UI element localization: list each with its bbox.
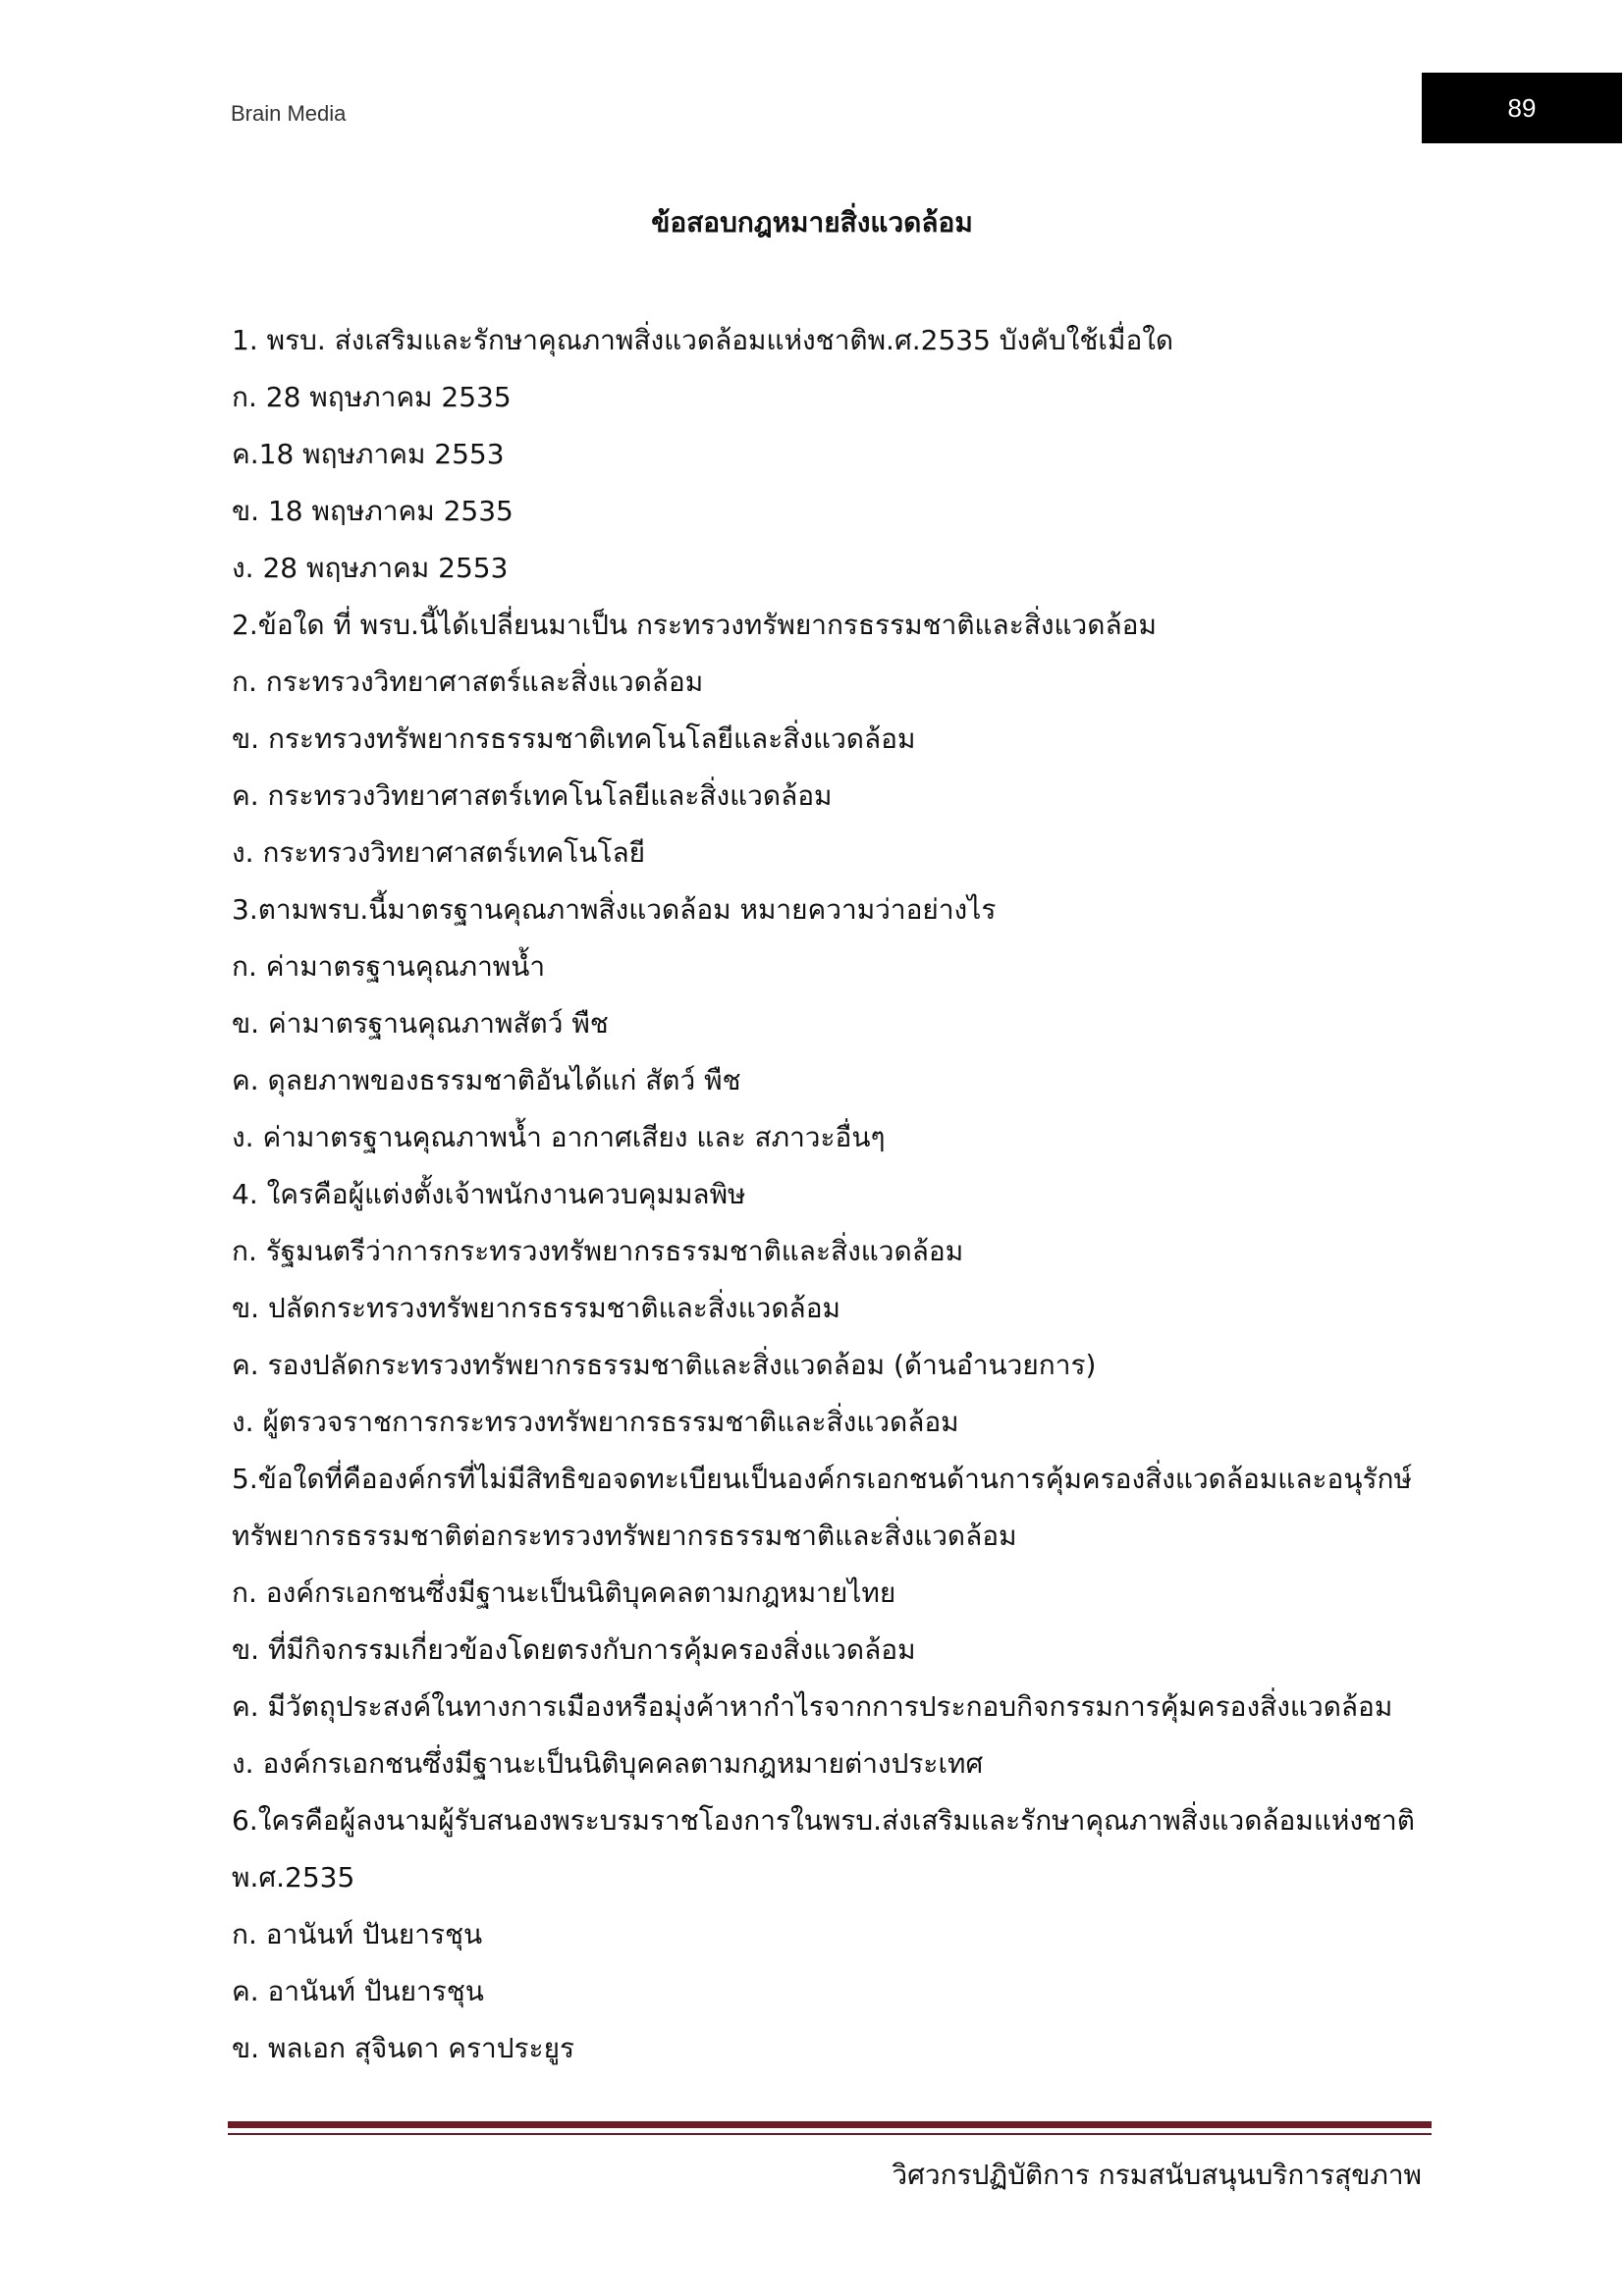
question-4: 4. ใครคือผู้แต่งตั้งเจ้าพนักงานควบคุมมลพิษ <box>232 1178 746 1210</box>
question-6-continued: พ.ศ.2535 <box>232 1861 355 1894</box>
question-5-continued: ทรัพยากรธรรมชาติต่อกระทรวงทรัพยากรธรรมชาติและสิ่งแวดล้อม <box>232 1520 1017 1552</box>
question-6-option-b: ข. พลเอก สุจินดา คราประยูร <box>232 2032 575 2064</box>
question-2: 2.ข้อใด ที่ พรบ.นี้ได้เปลี่ยนมาเป็น กระทรวงทรัพยากรธรรมชาติและสิ่งแวดล้อม <box>232 609 1157 641</box>
question-5-option-c: ค. มีวัตถุประสงค์ในทางการเมืองหรือมุ่งค้าหากำไรจากการประกอบกิจกรรมการคุ้มครองสิ่งแวดล้อม <box>232 1690 1393 1723</box>
question-3-option-c: ค. ดุลยภาพของธรรมชาติอันได้แก่ สัตว์ พืช <box>232 1064 741 1096</box>
question-5-option-b: ข. ที่มีกิจกรรมเกี่ยวข้องโดยตรงกับการคุ้มครองสิ่งแวดล้อม <box>232 1633 916 1666</box>
question-4-option-d: ง. ผู้ตรวจราชการกระทรวงทรัพยากรธรรมชาติและสิ่งแวดล้อม <box>232 1406 959 1438</box>
header-brand: Brain Media <box>231 101 347 126</box>
question-1-option-b: ข. 18 พฤษภาคม 2535 <box>232 495 514 527</box>
question-1-option-c: ค.18 พฤษภาคม 2553 <box>232 438 505 470</box>
question-3-option-a: ก. ค่ามาตรฐานคุณภาพน้ำ <box>232 950 546 983</box>
question-3-option-d: ง. ค่ามาตรฐานคุณภาพน้ำ อากาศเสียง และ สภาวะอื่นๆ <box>232 1121 886 1153</box>
page-number: 89 <box>1507 92 1537 123</box>
question-1-option-d: ง. 28 พฤษภาคม 2553 <box>232 552 509 584</box>
question-2-option-c: ค. กระทรวงวิทยาศาสตร์เทคโนโลยีและสิ่งแวดล้อม <box>232 779 833 812</box>
question-6: 6.ใครคือผู้ลงนามผู้รับสนองพระบรมราชโองการในพรบ.ส่งเสริมและรักษาคุณภาพสิ่งแวดล้อมแห่งชาติ <box>232 1804 1415 1837</box>
question-1-option-a: ก. 28 พฤษภาคม 2535 <box>232 381 512 413</box>
question-5-option-d: ง. องค์กรเอกชนซึ่งมีฐานะเป็นนิติบุคคลตามกฎหมายต่างประเทศ <box>232 1747 984 1780</box>
question-2-option-b: ข. กระทรวงทรัพยากรธรรมชาติเทคโนโลยีและสิ่งแวดล้อม <box>232 722 916 755</box>
question-2-option-d: ง. กระทรวงวิทยาศาสตร์เทคโนโลยี <box>232 836 646 869</box>
question-1: 1. พรบ. ส่งเสริมและรักษาคุณภาพสิ่งแวดล้อมแห่งชาติพ.ศ.2535 บังคับใช้เมื่อใด <box>232 324 1174 356</box>
question-6-option-c: ค. อานันท์ ปันยารชุน <box>232 1975 484 2007</box>
footer-divider-thick <box>228 2121 1432 2128</box>
footer-divider-thin <box>228 2133 1432 2135</box>
question-3: 3.ตามพรบ.นี้มาตรฐานคุณภาพสิ่งแวดล้อม หมายความว่าอย่างไร <box>232 893 997 926</box>
question-6-option-a: ก. อานันท์ ปันยารชุน <box>232 1918 483 1950</box>
question-5-option-a: ก. องค์กรเอกชนซึ่งมีฐานะเป็นนิติบุคคลตามกฎหมายไทย <box>232 1576 896 1609</box>
question-4-option-c: ค. รองปลัดกระทรวงทรัพยากรธรรมชาติและสิ่งแวดล้อม (ด้านอำนวยการ) <box>232 1349 1097 1381</box>
page-number-box <box>1422 73 1622 143</box>
question-3-option-b: ข. ค่ามาตรฐานคุณภาพสัตว์ พืช <box>232 1007 609 1040</box>
question-5: 5.ข้อใดที่คือองค์กรที่ไม่มีสิทธิขอจดทะเบียนเป็นองค์กรเอกชนด้านการคุ้มครองสิ่งแวดล้อมและอนุรักษ์ <box>232 1463 1412 1495</box>
question-4-option-a: ก. รัฐมนตรีว่าการกระทรวงทรัพยากรธรรมชาติและสิ่งแวดล้อม <box>232 1235 964 1267</box>
footer-text: วิศวกรปฏิบัติการ กรมสนับสนุนบริการสุขภาพ <box>892 2159 1422 2191</box>
question-4-option-b: ข. ปลัดกระทรวงทรัพยากรธรรมชาติและสิ่งแวดล้อม <box>232 1292 840 1324</box>
question-list <box>232 312 1449 2077</box>
question-2-option-a: ก. กระทรวงวิทยาศาสตร์และสิ่งแวดล้อม <box>232 666 704 698</box>
document-title: ข้อสอบกฎหมายสิ่งแวดล้อม <box>651 206 973 239</box>
